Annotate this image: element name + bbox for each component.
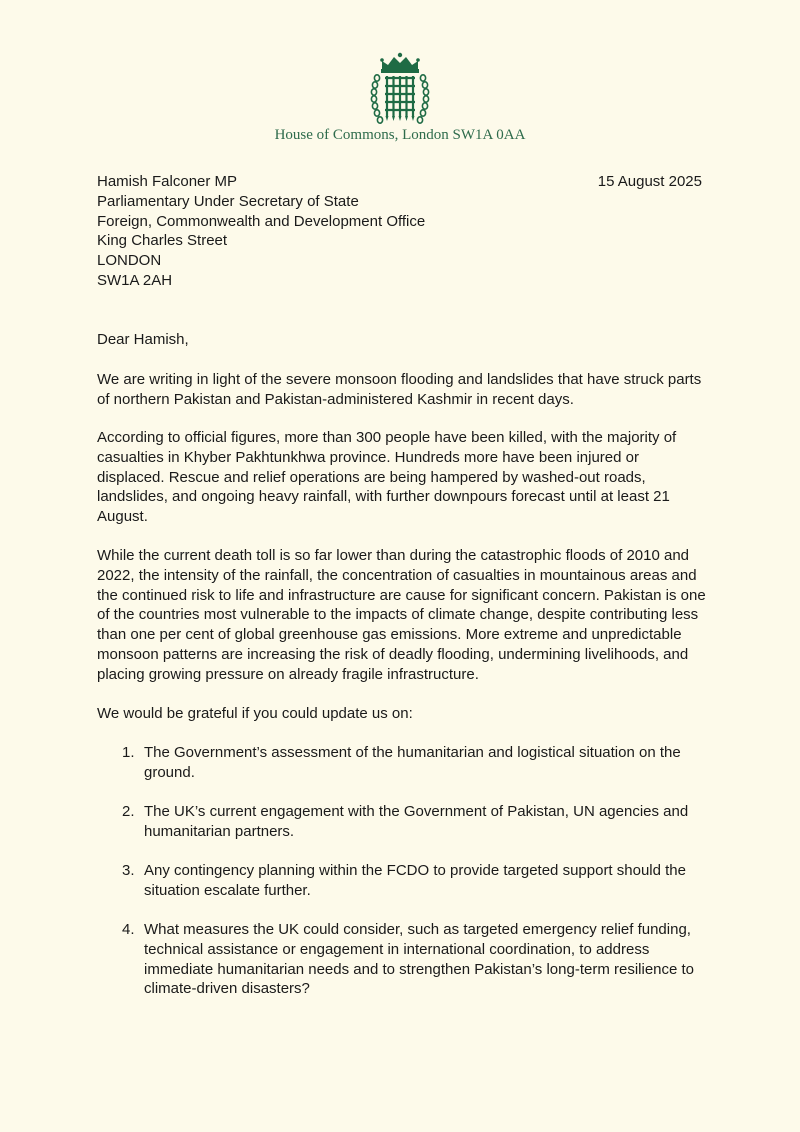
body-paragraph: We would be grateful if you could update us on: <box>97 705 413 722</box>
recipient-title: Parliamentary Under Secretary of State <box>97 192 359 210</box>
list-item-text: The UK’s current engagement with the Government of Pakistan, UN agencies and humanitarian partners. <box>144 803 689 840</box>
body-paragraph: According to official figures, more than 300 people have been killed, with the majority of casualties in Khyber Pakhtunkhwa province. Hundreds more have been injured or displaced. Rescue and relief operations are being hampered by washed-out roads, landslides, and ongoing heavy rainfall, with further downpours forecast until at least 21 August. <box>97 429 677 526</box>
list-item-text: Any contingency planning within the FCDO to provide targeted support should the situation escalate further. <box>144 862 686 899</box>
recipient-department: Foreign, Commonwealth and Development Office <box>97 212 426 230</box>
letter-date: 15 August 2025 <box>597 173 702 190</box>
salutation: Dear Hamish, <box>97 331 189 348</box>
recipient-address-block <box>97 172 425 291</box>
recipient-name: Hamish Falconer MP <box>97 173 238 190</box>
recipient-postcode: SW1A 2AH <box>97 271 173 289</box>
body-paragraph: We are writing in light of the severe monsoon flooding and landslides that have struck parts of northern Pakistan and Pakistan-administered Kashmir in recent days. <box>97 371 702 408</box>
recipient-street: King Charles Street <box>97 232 228 250</box>
portcullis-crest-icon <box>368 52 432 128</box>
recipient-city: LONDON <box>97 252 162 270</box>
house-of-commons-address: House of Commons, London SW1A 0AA <box>274 127 526 143</box>
list-item-text: What measures the UK could consider, such as targeted emergency relief funding, technical assistance or engagement in international coordination, to address immediate humanitarian needs and to strengthen Pakistan’s long-term resilience to climate-driven disasters? <box>144 921 695 998</box>
list-item-number: 3. <box>122 862 135 879</box>
list-item-number: 1. <box>122 744 135 761</box>
list-item-number: 2. <box>122 803 135 820</box>
body-paragraph: While the current death toll is so far lower than during the catastrophic floods of 2010 and 2022, the intensity of the rainfall, the concentration of casualties in mountainous areas and the continued risk to life and infrastructure are cause for significant concern. Pakistan is one of the countries most vulnerable to the impacts of climate change, despite contributing less than one per cent of global greenhouse gas emissions. More extreme and unpredictable monsoon patterns are increasing the risk of deadly flooding, undermining livelihoods, and placing growing pressure on already fragile infrastructure. <box>97 547 706 683</box>
list-item-text: The Government’s assessment of the humanitarian and logistical situation on the ground. <box>144 744 681 781</box>
list-item-number: 4. <box>122 921 135 938</box>
